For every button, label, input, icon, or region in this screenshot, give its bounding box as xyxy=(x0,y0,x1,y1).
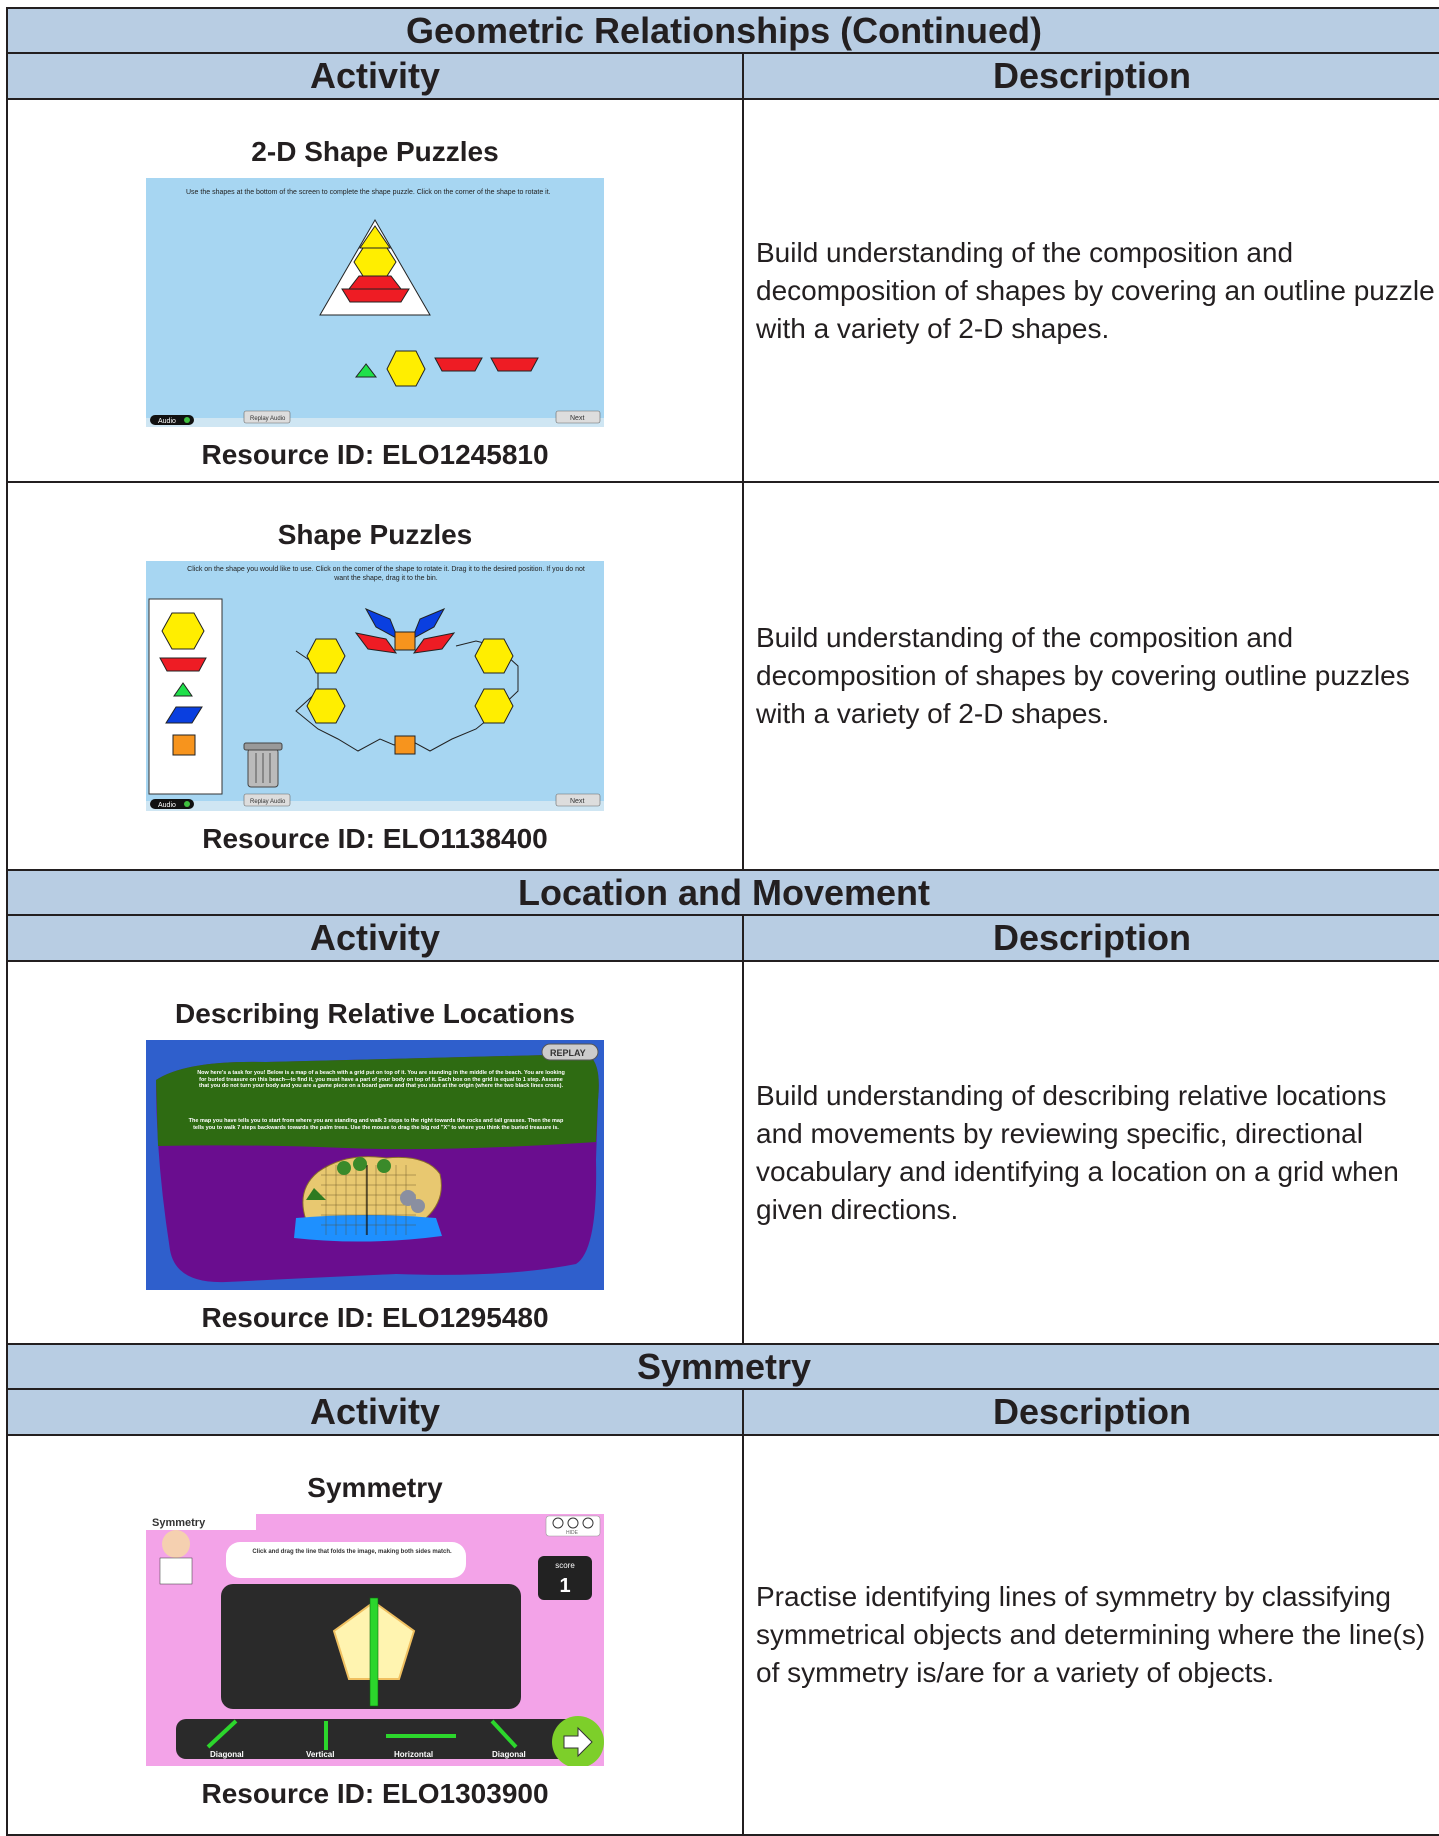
description-cell: Build understanding of the composition and decomposition of shapes by covering an outline puzzle with a variety of 2-D shapes. xyxy=(743,99,1439,482)
screenshot-instruction: Click and drag the line that folds the image, making both sides match. xyxy=(252,1549,452,1555)
activity-title: Symmetry xyxy=(307,1472,443,1503)
resource-id: Resource ID: ELO1295480 xyxy=(201,1302,549,1333)
column-header-description: Description xyxy=(743,915,1439,961)
replay-audio-label: Replay Audio xyxy=(250,799,286,805)
replay-audio-label: Replay Audio xyxy=(250,416,286,422)
activity-title: Describing Relative Locations xyxy=(175,998,575,1029)
activity-screenshot xyxy=(146,1040,604,1290)
score-label: score xyxy=(555,1561,575,1570)
replay-label: REPLAY xyxy=(550,1048,586,1058)
section-title: Symmetry xyxy=(7,1344,1439,1389)
score-value: 1 xyxy=(559,1575,571,1597)
next-label: Next xyxy=(570,415,585,422)
activity-title: Shape Puzzles xyxy=(277,519,473,550)
option-diagonal-2: Diagonal xyxy=(492,1750,526,1759)
next-label: Next xyxy=(570,798,585,805)
option-diagonal-1: Diagonal xyxy=(210,1750,244,1759)
activity-table xyxy=(6,7,1439,1836)
column-header-description: Description xyxy=(743,53,1439,99)
activity-cell xyxy=(7,482,743,870)
description-cell: Build understanding of describing relative locations and movements by reviewing specific, directional vocabulary and identifying a location on a grid when given directions. xyxy=(743,961,1439,1344)
hide-label: HIDE xyxy=(566,1530,578,1536)
audio-toggle-label: Audio xyxy=(158,802,176,809)
screenshot-instruction: Use the shapes at the bottom of the screen to complete the shape puzzle. Click on the corner of the shape to rotate it. xyxy=(186,189,551,196)
column-header-activity: Activity xyxy=(7,53,743,99)
audio-toggle-label: Audio xyxy=(158,418,176,425)
activity-cell xyxy=(7,99,743,482)
column-header-activity: Activity xyxy=(7,1389,743,1435)
description-cell: Practise identifying lines of symmetry by classifying symmetrical objects and determining where the line(s) of symmetry is/are for a variety of objects. xyxy=(743,1435,1439,1835)
option-horizontal: Horizontal xyxy=(394,1750,434,1759)
column-header-description: Description xyxy=(743,1389,1439,1435)
screenshot-instruction: Click on the shape you would like to use. Click on the corner of the shape to rotate it. Drag it to the desired position. If you do not want the shape, drag it to the bin. xyxy=(187,566,585,582)
activity-screenshot xyxy=(146,178,604,427)
description-cell: Build understanding of the composition and decomposition of shapes by covering outline puzzles with a variety of 2-D shapes. xyxy=(743,482,1439,870)
section-title: Geometric Relationships (Continued) xyxy=(7,8,1439,53)
task-text: Now here's a task for you! Below is a map of a beach with a grid put on top of it. You are standing in the middle of the beach. You are looking for buried treasure on this beach—to find it, you must have a part of your body on top of it. Each box on the grid is equal to 1 step. Assume that you do not turn your body and you are a game piece on a board game and that you start at the origin (where the two black lines cross). xyxy=(197,1070,565,1090)
activity-screenshot xyxy=(146,561,604,811)
map-text: The map you have tells you to start from where you are standing and walk 3 steps to the right towards the rocks and tall grasses. Then the map tells you to walk 7 steps backwards towards the palm trees. Use the mouse to drag the big red "X" to where you think the buried treasure is. xyxy=(188,1118,564,1131)
activity-screenshot xyxy=(146,1514,604,1766)
section-title: Location and Movement xyxy=(7,870,1439,915)
activity-title: 2-D Shape Puzzles xyxy=(251,136,499,167)
activity-cell xyxy=(7,1435,743,1835)
resource-id: Resource ID: ELO1245810 xyxy=(201,439,549,470)
option-vertical: Vertical xyxy=(306,1750,335,1759)
column-header-activity: Activity xyxy=(7,915,743,961)
resource-id: Resource ID: ELO1138400 xyxy=(202,823,548,854)
resource-id: Resource ID: ELO1303900 xyxy=(201,1778,549,1809)
activity-cell xyxy=(7,961,743,1344)
tab-label: Symmetry xyxy=(152,1517,206,1529)
